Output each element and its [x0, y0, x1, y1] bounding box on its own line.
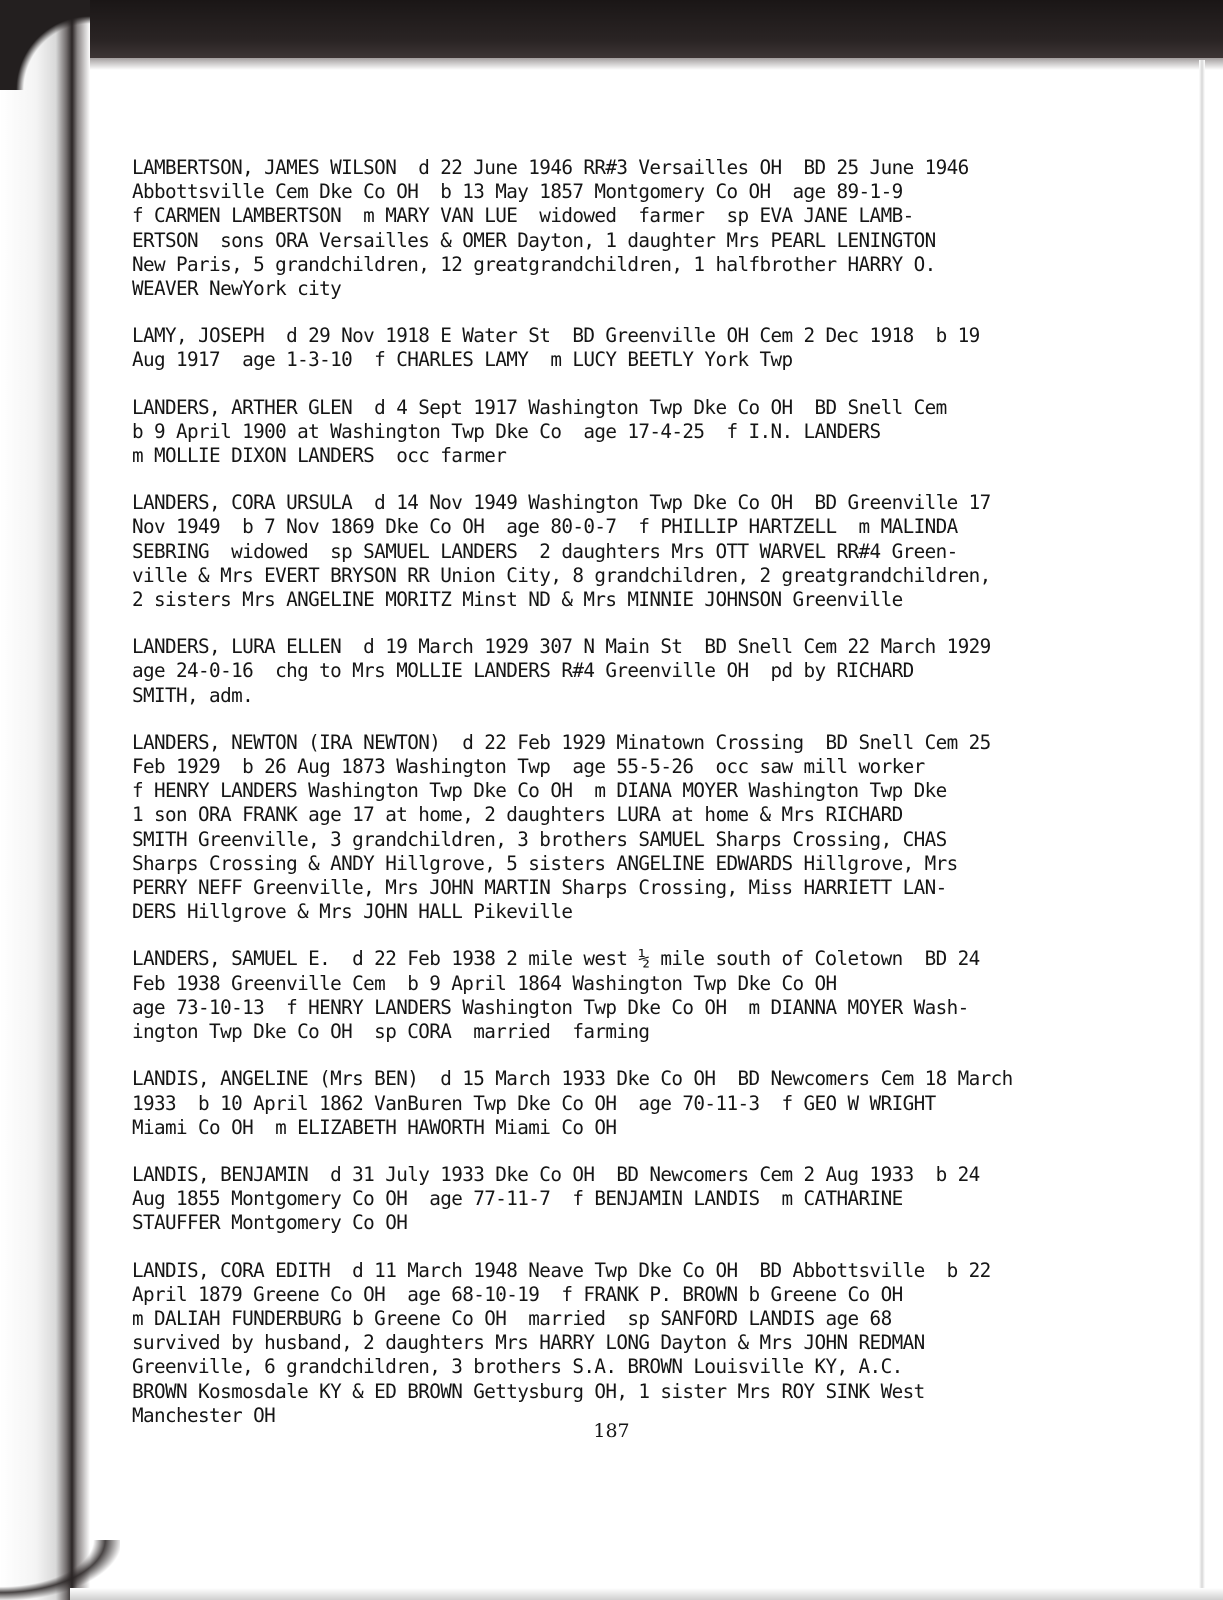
entry-detail-line: age 24-0-16 chg to Mrs MOLLIE LANDERS R#4 Greenville OH pd by RICHARD: [132, 659, 914, 683]
obituary-entry-lamy-joseph: [132, 324, 1132, 372]
entry-detail-line: ington Twp Dke Co OH sp CORA married farming: [132, 1020, 650, 1044]
entry-detail-line: DERS Hillgrove & Mrs JOHN HALL Pikeville: [132, 900, 573, 924]
entry-detail-line: ERTSON sons ORA Versailles & OMER Dayton, 1 daughter Mrs PEARL LENINGTON: [132, 228, 936, 252]
entry-detail-line: New Paris, 5 grandchildren, 12 greatgrandchildren, 1 halfbrother HARRY O.: [132, 252, 936, 276]
obituary-entry-landers-arther: [132, 396, 1132, 469]
entry-detail-line: Sharps Crossing & ANDY Hillgrove, 5 sisters ANGELINE EDWARDS Hillgrove, Mrs: [132, 851, 958, 875]
entry-detail-line: SMITH Greenville, 3 grandchildren, 3 brothers SAMUEL Sharps Crossing, CHAS: [132, 827, 947, 851]
obituary-entry-landers-cora: [132, 491, 1132, 612]
entry-detail-line: April 1879 Greene Co OH age 68-10-19 f FRANK P. BROWN b Greene Co OH: [132, 1282, 903, 1306]
entry-detail-line: f CARMEN LAMBERTSON m MARY VAN LUE widowed farmer sp EVA JANE LAMB-: [132, 204, 914, 228]
entry-detail-line: Aug 1917 age 1-3-10 f CHARLES LAMY m LUCY BEETLY York Twp: [132, 348, 793, 372]
page-bottom-edge: [70, 1588, 1223, 1600]
page-number: 187: [593, 1420, 630, 1442]
entry-detail-line: SEBRING widowed sp SAMUEL LANDERS 2 daughters Mrs OTT WARVEL RR#4 Green-: [132, 539, 958, 563]
obituary-entry-landers-newton: [132, 731, 1132, 925]
entry-detail-line: ville & Mrs EVERT BRYSON RR Union City, 8 grandchildren, 2 greatgrandchildren,: [132, 563, 991, 587]
obituary-list: [132, 156, 1132, 1451]
entry-heading-line: LANDERS, SAMUEL E. d 22 Feb 1938 2 mile west ½ mile south of Coletown BD 24: [132, 947, 980, 971]
entry-heading-line: LAMBERTSON, JAMES WILSON d 22 June 1946 RR#3 Versailles OH BD 25 June 1946: [132, 156, 969, 179]
entry-detail-line: STAUFFER Montgomery Co OH: [132, 1211, 408, 1235]
entry-detail-line: 1933 b 10 April 1862 VanBuren Twp Dke Co OH age 70-11-3 f GEO W WRIGHT: [132, 1091, 936, 1115]
entry-detail-line: Feb 1938 Greenville Cem b 9 April 1864 Washington Twp Dke Co OH: [132, 971, 837, 995]
entry-detail-line: 2 sisters Mrs ANGELINE MORITZ Minst ND & Mrs MINNIE JOHNSON Greenville: [132, 588, 903, 612]
entry-heading-line: LANDERS, LURA ELLEN d 19 March 1929 307 N Main St BD Snell Cem 22 March 1929: [132, 635, 991, 659]
entry-detail-line: Miami Co OH m ELIZABETH HAWORTH Miami Co OH: [132, 1115, 617, 1139]
entry-detail-line: Abbottsville Cem Dke Co OH b 13 May 1857 Montgomery Co OH age 89-1-9: [132, 180, 903, 204]
obituary-entry-landis-angeline: [132, 1067, 1132, 1140]
entry-detail-line: age 73-10-13 f HENRY LANDERS Washington Twp Dke Co OH m DIANNA MOYER Wash-: [132, 995, 969, 1019]
obituary-entry-landers-samuel: [132, 947, 1132, 1044]
obituary-entry-lambertson-james: [132, 156, 1132, 301]
entry-detail-line: m MOLLIE DIXON LANDERS occ farmer: [132, 444, 507, 468]
entry-detail-line: survived by husband, 2 daughters Mrs HARRY LONG Dayton & Mrs JOHN REDMAN: [132, 1331, 925, 1355]
page-right-edge: [1199, 60, 1205, 1590]
entry-detail-line: 1 son ORA FRANK age 17 at home, 2 daughters LURA at home & Mrs RICHARD: [132, 803, 903, 827]
entry-heading-line: LAMY, JOSEPH d 29 Nov 1918 E Water St BD Greenville OH Cem 2 Dec 1918 b 19: [132, 324, 980, 348]
book-spine-shadow: [0, 0, 90, 1600]
entry-heading-line: LANDIS, ANGELINE (Mrs BEN) d 15 March 1933 Dke Co OH BD Newcomers Cem 18 March: [132, 1067, 1013, 1091]
entry-detail-line: Manchester OH: [132, 1403, 276, 1427]
entry-detail-line: PERRY NEFF Greenville, Mrs JOHN MARTIN Sharps Crossing, Miss HARRIETT LAN-: [132, 876, 947, 900]
obituary-entry-landers-lura: [132, 635, 1132, 708]
scan-top-shadow: [0, 0, 1223, 58]
entry-detail-line: Greenville, 6 grandchildren, 3 brothers S.A. BROWN Louisville KY, A.C.: [132, 1355, 903, 1379]
entry-detail-line: Aug 1855 Montgomery Co OH age 77-11-7 f BENJAMIN LANDIS m CATHARINE: [132, 1187, 903, 1211]
entry-heading-line: LANDERS, ARTHER GLEN d 4 Sept 1917 Washington Twp Dke Co OH BD Snell Cem: [132, 395, 947, 419]
entry-detail-line: SMITH, adm.: [132, 683, 254, 707]
entry-heading-line: LANDERS, NEWTON (IRA NEWTON) d 22 Feb 1929 Minatown Crossing BD Snell Cem 25: [132, 730, 991, 754]
entry-heading-line: LANDERS, CORA URSULA d 14 Nov 1949 Washington Twp Dke Co OH BD Greenville 17: [132, 491, 991, 515]
entry-detail-line: m DALIAH FUNDERBURG b Greene Co OH married sp SANFORD LANDIS age 68: [132, 1306, 892, 1330]
entry-detail-line: b 9 April 1900 at Washington Twp Dke Co age 17-4-25 f I.N. LANDERS: [132, 419, 881, 443]
entry-detail-line: BROWN Kosmosdale KY & ED BROWN Gettysburg OH, 1 sister Mrs ROY SINK West: [132, 1379, 925, 1403]
entry-heading-line: LANDIS, BENJAMIN d 31 July 1933 Dke Co OH BD Newcomers Cem 2 Aug 1933 b 24: [132, 1162, 980, 1186]
obituary-entry-landis-cora: [132, 1259, 1132, 1428]
entry-detail-line: Nov 1949 b 7 Nov 1869 Dke Co OH age 80-0-7 f PHILLIP HARTZELL m MALINDA: [132, 515, 958, 539]
obituary-entry-landis-benjamin: [132, 1163, 1132, 1236]
entry-detail-line: f HENRY LANDERS Washington Twp Dke Co OH m DIANA MOYER Washington Twp Dke: [132, 779, 947, 803]
entry-detail-line: WEAVER NewYork city: [132, 277, 342, 301]
entry-detail-line: Feb 1929 b 26 Aug 1873 Washington Twp age 55-5-26 occ saw mill worker: [132, 755, 925, 779]
entry-heading-line: LANDIS, CORA EDITH d 11 March 1948 Neave Twp Dke Co OH BD Abbottsville b 22: [132, 1258, 991, 1282]
